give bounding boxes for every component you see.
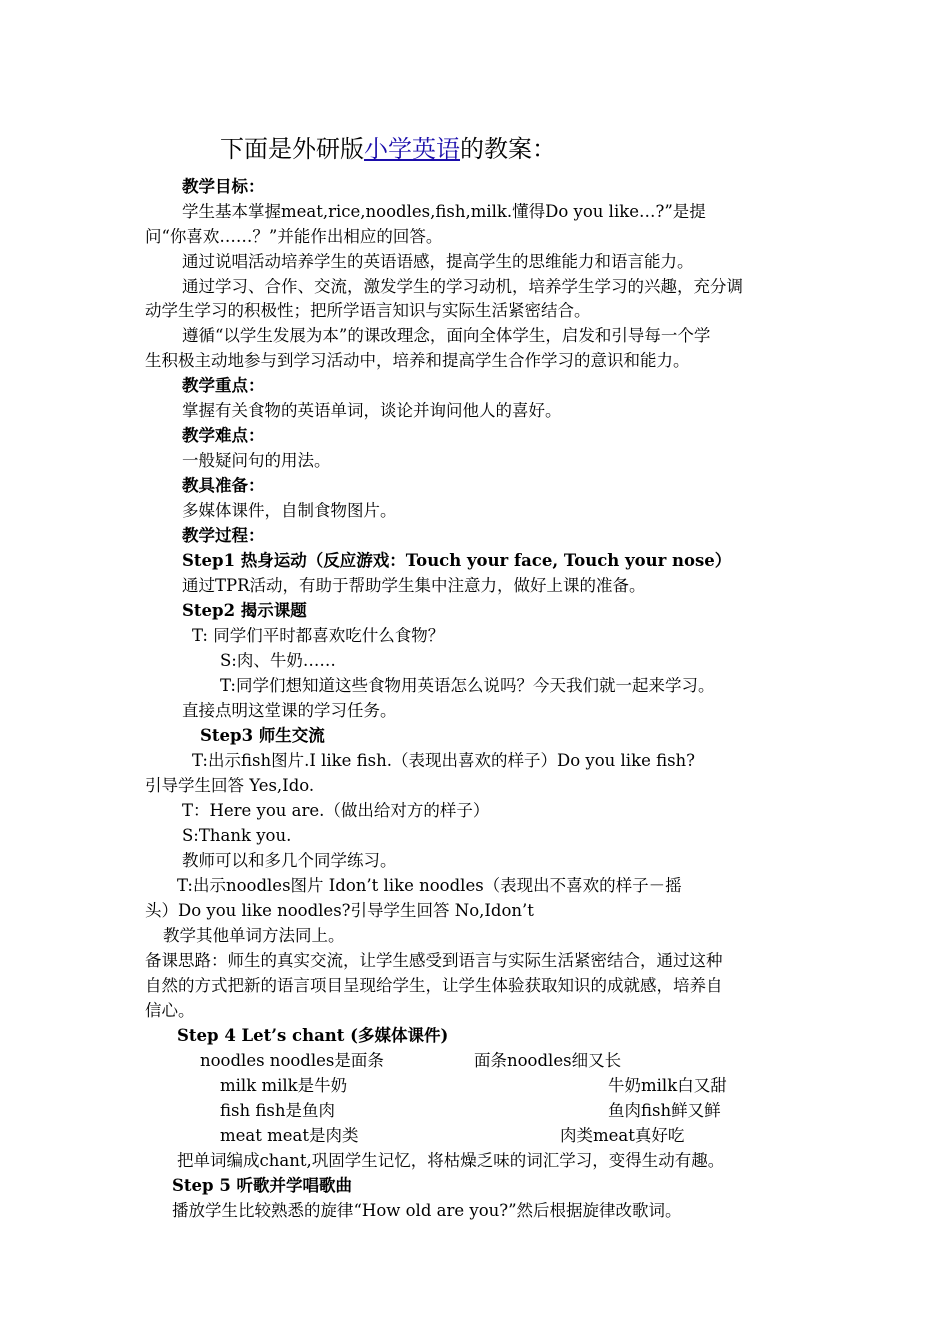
paragraph-line: 自然的方式把新的语言项目呈现给学生，让学生体验获取知识的成就感，培养自 (145, 976, 723, 995)
chant-line: fish fish是鱼肉 (220, 1101, 335, 1120)
paragraph-line: 生积极主动地参与到学习活动中，培养和提高学生合作学习的意识和能力。 (145, 351, 690, 370)
heading-materials: 教具准备： (182, 476, 265, 495)
paragraph-line: 学生基本掌握meat,rice,noodles,fish,milk.懂得Do you like…?”是提 (182, 202, 706, 221)
paragraph-line: 把单词编成chant,巩固学生记忆，将枯燥乏味的词汇学习，变得生动有趣。 (177, 1151, 725, 1170)
chant-line: milk milk是牛奶 (220, 1076, 348, 1095)
dialogue-line: T：Here you are.（做出给对方的样子） (182, 801, 490, 820)
dialogue-line: S:Thank you. (182, 826, 292, 845)
paragraph-line: 教学其他单词方法同上。 (163, 926, 345, 945)
heading-key-points: 教学重点： (182, 376, 265, 395)
heading-teaching-goals: 教学目标： (182, 177, 265, 196)
dialogue-line: 引导学生回答 Yes,Ido. (145, 776, 315, 795)
paragraph-line: 备课思路：师生的真实交流，让学生感受到语言与实际生活紧密结合，通过这种 (145, 951, 723, 970)
paragraph-line: 播放学生比较熟悉的旋律“How old are you?”然后根据旋律改歌词。 (172, 1201, 682, 1220)
paragraph-line: 直接点明这堂课的学习任务。 (182, 701, 397, 720)
paragraph-line: 掌握有关食物的英语单词，谈论并询问他人的喜好。 (182, 401, 562, 420)
dialogue-line: T: 同学们平时都喜欢吃什么食物？ (192, 626, 445, 645)
dialogue-line: S:肉、牛奶…… (220, 651, 336, 670)
dialogue-line: 头）Do you like noodles?引导学生回答 No,Idon’t (145, 901, 534, 920)
step2-heading: Step2 揭示课题 (182, 601, 307, 620)
paragraph-line: 通过学习、合作、交流，激发学生的学习动机，培养学生学习的兴趣，充分调 (182, 277, 743, 296)
title-prefix: 下面是外研版 (220, 135, 364, 163)
paragraph-line: 遵循“以学生发展为本”的课改理念，面向全体学生，启发和引导每一个学 (182, 326, 711, 345)
heading-difficulties: 教学难点： (182, 426, 265, 445)
heading-process: 教学过程： (182, 526, 265, 545)
paragraph-line: 一般疑问句的用法。 (182, 451, 331, 470)
step4-heading: Step 4 Let’s chant (多媒体课件) (177, 1026, 449, 1045)
chant-line: 鱼肉fish鲜又鲜 (608, 1101, 721, 1120)
chant-line: 牛奶milk白又甜 (608, 1076, 727, 1095)
paragraph-line: 教师可以和多几个同学练习。 (182, 851, 397, 870)
step5-heading: Step 5 听歌并学唱歌曲 (172, 1176, 353, 1195)
step3-heading: Step3 师生交流 (200, 726, 325, 745)
paragraph-line: 动学生学习的积极性；把所学语言知识与实际生活紧密结合。 (145, 301, 591, 320)
document-title (220, 134, 556, 164)
paragraph-line: 信心。 (145, 1001, 195, 1020)
title-link-primary-english[interactable]: 小学英语 (364, 135, 460, 163)
paragraph-line: 多媒体课件，自制食物图片。 (182, 501, 397, 520)
dialogue-line: T:出示noodles图片 Idon’t like noodles（表现出不喜欢的样子－摇 (177, 876, 682, 895)
paragraph-line: 问“你喜欢……？”并能作出相应的回答。 (145, 227, 443, 246)
chant-line: meat meat是肉类 (220, 1126, 359, 1145)
chant-line: noodles noodles是面条 (200, 1051, 384, 1070)
chant-line: 面条noodles细又长 (474, 1051, 622, 1070)
step1-heading: Step1 热身运动（反应游戏：Touch your face, Touch your nose） (182, 551, 732, 570)
dialogue-line: T:同学们想知道这些食物用英语怎么说吗？今天我们就一起来学习。 (220, 676, 715, 695)
paragraph-line: 通过TPR活动，有助于帮助学生集中注意力，做好上课的准备。 (182, 576, 646, 595)
dialogue-line: T:出示fish图片.I like fish.（表现出喜欢的样子）Do you like fish? (192, 751, 696, 770)
chant-line: 肉类meat真好吃 (560, 1126, 685, 1145)
title-suffix: 的教案： (460, 135, 556, 163)
paragraph-line: 通过说唱活动培养学生的英语语感，提高学生的思维能力和语言能力。 (182, 252, 694, 271)
